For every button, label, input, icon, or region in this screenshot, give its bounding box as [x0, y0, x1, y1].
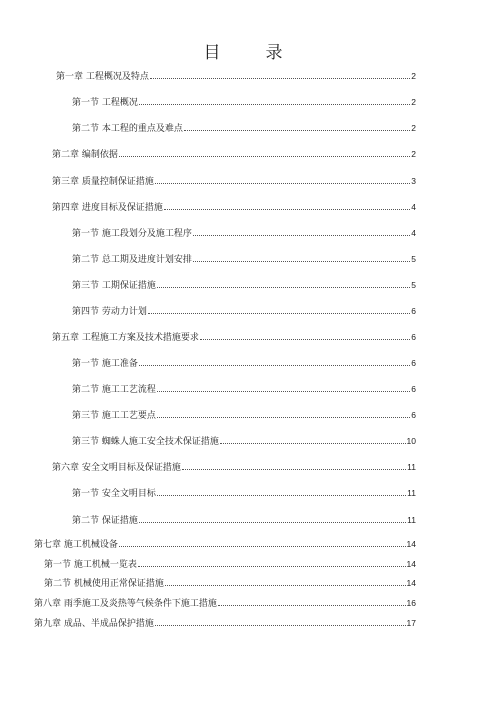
- toc-entry-label: 第二章 编制依据: [52, 150, 118, 160]
- toc-entry[interactable]: [72, 409, 416, 421]
- toc-entry[interactable]: [44, 558, 416, 570]
- dot-leader: [139, 521, 406, 523]
- dot-leader: [157, 494, 406, 496]
- toc-entry[interactable]: [72, 487, 416, 499]
- page-title: 目 录: [203, 43, 297, 63]
- dot-leader: [139, 364, 410, 366]
- toc-entry-label: 第三节 工期保证措施: [72, 281, 156, 291]
- toc-page-number: 10: [406, 436, 416, 446]
- toc-entry-label: 第四节 劳动力计划: [72, 307, 147, 317]
- toc-entry-label: 第三节 施工工艺要点: [72, 411, 156, 421]
- toc-entry[interactable]: [44, 577, 416, 589]
- toc-page-number: 2: [411, 149, 416, 159]
- dot-leader: [157, 286, 410, 288]
- toc-page-number: 14: [406, 578, 416, 588]
- toc-page-number: 2: [411, 97, 416, 107]
- toc-entry[interactable]: [52, 461, 416, 473]
- toc-page-number: 2: [411, 123, 416, 133]
- toc-entry-label: 第三节 蜘蛛人施工安全技术保证措施: [72, 437, 219, 447]
- toc-entry[interactable]: [52, 201, 416, 213]
- toc-entry-label: 第二节 总工期及进度计划安排: [72, 255, 192, 265]
- toc-entry-label: 第二节 保证措施: [72, 516, 138, 526]
- toc-page-number: 11: [407, 462, 416, 472]
- dot-leader: [193, 234, 410, 236]
- toc-entry-label: 第五章 工程施工方案及技术措施要求: [52, 333, 199, 343]
- dot-leader: [150, 77, 410, 79]
- dot-leader: [200, 338, 410, 340]
- toc-page-number: 2: [411, 71, 416, 81]
- toc-entry-label: 第六章 安全文明目标及保证措施: [52, 463, 181, 473]
- toc-entry-label: 第一节 施工段划分及施工程序: [72, 229, 192, 239]
- dot-leader: [193, 260, 410, 262]
- dot-leader: [184, 129, 410, 131]
- dot-leader: [182, 468, 406, 470]
- toc-entry[interactable]: [72, 253, 416, 265]
- toc-entry-label: 第一节 施工机械一览表: [44, 560, 137, 570]
- toc-entry-label: 第九章 成品、半成品保护措施: [34, 619, 154, 629]
- toc-entry[interactable]: [34, 617, 416, 629]
- toc-entry[interactable]: [52, 331, 416, 343]
- toc-page-number: 3: [411, 176, 416, 186]
- toc-page-number: 5: [411, 254, 416, 264]
- dot-leader: [119, 155, 410, 157]
- toc-entry[interactable]: [72, 357, 416, 369]
- dot-leader: [155, 182, 410, 184]
- dot-leader: [157, 390, 410, 392]
- toc-entry[interactable]: [72, 227, 416, 239]
- toc-page-number: 11: [407, 488, 416, 498]
- toc-entry[interactable]: [34, 538, 416, 550]
- dot-leader: [218, 604, 406, 606]
- toc-page-number: 6: [411, 358, 416, 368]
- toc-entry-label: 第七章 施工机械设备: [34, 540, 118, 550]
- toc-page-number: 6: [411, 332, 416, 342]
- dot-leader: [165, 584, 406, 586]
- toc-entry-label: 第二节 机械使用正常保证措施: [44, 579, 164, 589]
- dot-leader: [164, 208, 410, 210]
- toc-entry[interactable]: [72, 279, 416, 291]
- toc-entry[interactable]: [72, 122, 416, 134]
- toc-entry[interactable]: [72, 305, 416, 317]
- toc-entry[interactable]: [72, 96, 416, 108]
- dot-leader: [148, 312, 410, 314]
- toc-page-number: 17: [406, 618, 416, 628]
- toc-page-number: 6: [411, 384, 416, 394]
- toc-page-number: 16: [406, 598, 416, 608]
- toc-entry[interactable]: [34, 597, 416, 609]
- toc-entry-label: 第二节 本工程的重点及难点: [72, 124, 183, 134]
- toc-entry[interactable]: [72, 383, 416, 395]
- toc-page-number: 14: [406, 559, 416, 569]
- dot-leader: [138, 565, 406, 567]
- toc-entry[interactable]: [52, 148, 416, 160]
- toc-page-number: 4: [411, 202, 416, 212]
- toc-entry[interactable]: [72, 514, 416, 526]
- toc-page-number: 11: [407, 515, 416, 525]
- toc-entry[interactable]: [52, 175, 416, 187]
- toc-entry-label: 第二节 施工工艺流程: [72, 385, 156, 395]
- dot-leader: [157, 416, 410, 418]
- toc-entry-label: 第四章 进度目标及保证措施: [52, 203, 163, 213]
- toc-entry[interactable]: [72, 435, 416, 447]
- toc-page-number: 14: [406, 539, 416, 549]
- toc-entry-label: 第一节 安全文明目标: [72, 489, 156, 499]
- toc-page-number: 6: [411, 410, 416, 420]
- dot-leader: [220, 442, 406, 444]
- toc-entry-label: 第一章 工程概况及特点: [56, 72, 149, 82]
- toc-page-number: 6: [411, 306, 416, 316]
- toc-page-number: 4: [411, 228, 416, 238]
- toc-entry[interactable]: [56, 70, 416, 82]
- toc-page-number: 5: [411, 280, 416, 290]
- dot-leader: [119, 545, 406, 547]
- toc-entry-label: 第八章 雨季施工及炎热等气候条件下施工措施: [34, 599, 217, 609]
- dot-leader: [155, 624, 406, 626]
- dot-leader: [139, 103, 410, 105]
- toc-entry-label: 第一节 施工准备: [72, 359, 138, 369]
- toc-entry-label: 第三章 质量控制保证措施: [52, 177, 154, 187]
- toc-entry-label: 第一节 工程概况: [72, 98, 138, 108]
